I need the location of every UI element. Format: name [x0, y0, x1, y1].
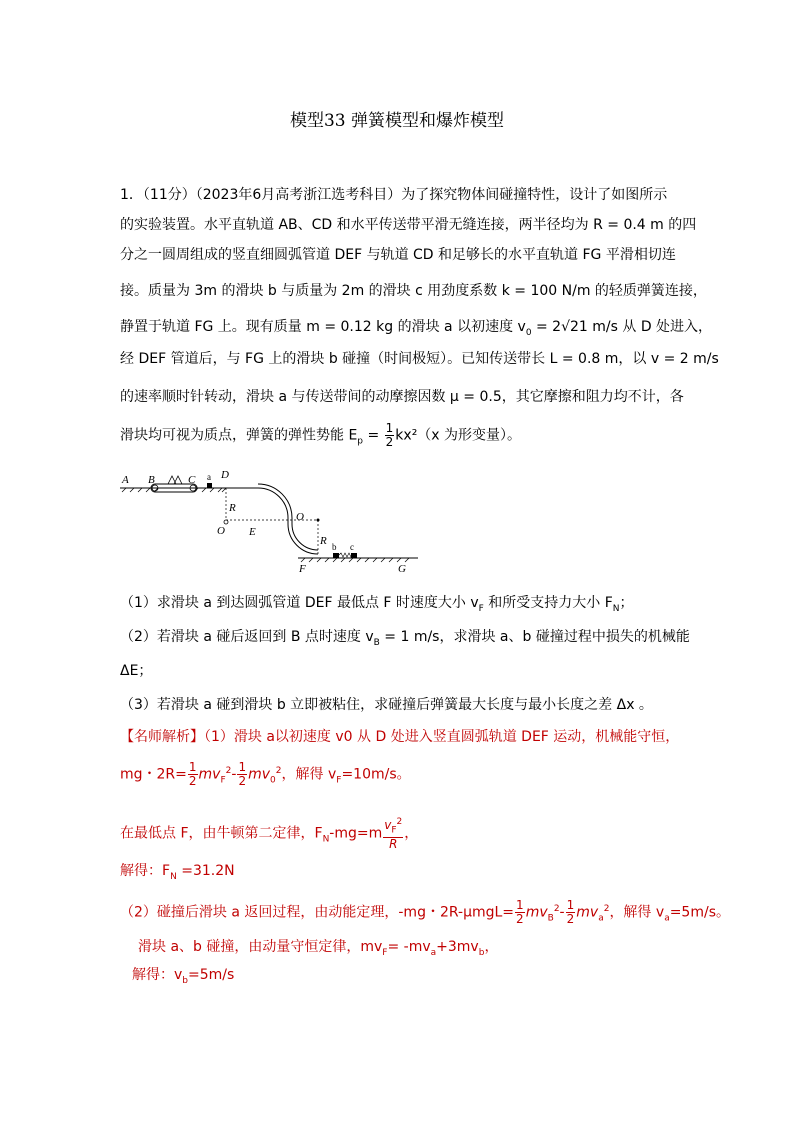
fraction-half: $\frac{1}{2}$ — [385, 421, 394, 449]
problem-line-2: 的实验装置。水平直轨道 AB、CD 和水平传送带平滑无缝连接，两半径均为 R = 0.4 m 的四 — [120, 217, 697, 233]
label-E: E — [249, 526, 256, 538]
block-c — [351, 553, 357, 558]
page-title: 模型33 弹簧模型和爆炸模型 — [289, 111, 505, 131]
problem-line-4: 接。质量为 3m 的滑块 b 与质量为 2m 的滑块 c 用劲度系数 k = 100 N/m 的轻质弹簧连接， — [120, 283, 707, 299]
solution-line-2: mg・2R= $\frac{1}{2}$ $mv_F^2-$ $\frac{1}{2}$ $mv_0^2$，解得 $v_F=10m/s$。 — [120, 760, 411, 789]
problem-line-3: 分之一圆周组成的竖直细圆弧管道 DEF 与轨道 CD 和足够长的水平直轨道 FG 平滑相切连 — [120, 247, 676, 263]
problem-line-5: 静置于轨道 FG 上。现有质量 m = 0.12 kg 的滑块 a 以初速度 $v_0 = 2√21$ m/s 从 D 处进入， — [120, 319, 713, 338]
label-F: F — [299, 563, 306, 575]
solution-line-5: （2）碰撞后滑块 a 返回过程，由动能定理，-mg・2R-μmgL= $\frac{1}{2}$ $mv_B^2-$ $\frac{1}{2}$ $mv_a^2$，解得 $v_a=5m/s$。 — [120, 898, 730, 927]
solution-heading: 【名师解析】 — [120, 729, 204, 745]
label-G: G — [398, 563, 406, 575]
block-b — [333, 553, 339, 558]
solution-line-3: 在最低点 F，由牛顿第二定律，$F_N-mg=m$ $\frac{v_F^2}{R}$ ， — [120, 817, 419, 852]
problem-line-7: 的速率顺时针转动，滑块 a 与传送带间的动摩擦因数 μ = 0.5，其它摩擦和阻力均不计，各 — [120, 389, 684, 405]
problem-line-6: 经 DEF 管道后，与 FG 上的滑块 b 碰撞（时间极短）。已知传送带长 L = 0.8 m，以 v = 2 m/s — [120, 351, 719, 367]
label-O2: O — [296, 511, 304, 523]
question-2-cont: ΔE； — [120, 663, 153, 679]
question-2: （2）若滑块 a 碰后返回到 B 点时速度 $v_B = 1$ m/s，求滑块 a、b 碰撞过程中损失的机械能 — [120, 629, 690, 648]
label-D: D — [221, 469, 229, 481]
block-a — [207, 483, 212, 488]
question-1: （1）求滑块 a 到达圆弧管道 DEF 最低点 F 时速度大小 $v_F$ 和所受支持力大小 $F_N$； — [120, 595, 634, 614]
label-R1: R — [229, 502, 236, 514]
solution-line-1: 【名师解析】（1）滑块 a以初速度 v0 从 D 处进入竖直圆弧轨道 DEF 运动，机械能守恒， — [120, 729, 680, 745]
problem-line-1: 1．（11分）（2023年6月高考浙江选考科目）为了探究物体间碰撞特性，设计了如图所示 — [120, 187, 668, 203]
label-C: C — [188, 474, 196, 486]
problem-line-8: 滑块均可视为质点，弹簧的弹性势能 $E_p$ = $\frac{1}{2}$ kx²（x 为形变量）。 — [120, 421, 522, 449]
spring — [339, 553, 353, 557]
label-R2: R — [320, 535, 327, 547]
question-3: （3）若滑块 a 碰到滑块 b 立即被粘住，求碰撞后弹簧最大长度与最小长度之差 Δx 。 — [120, 697, 653, 713]
apparatus-diagram — [118, 462, 418, 584]
label-a: a — [207, 472, 211, 482]
label-B: B — [148, 474, 155, 486]
label-A: A — [122, 474, 129, 486]
solution-line-7: 解得：$v_b=5m/s$ — [132, 967, 235, 986]
label-b: b — [332, 542, 337, 552]
solution-line-6: 滑块 a、b 碰撞，由动量守恒定律，$mv_F= -mv_a+3mv_b$， — [138, 939, 499, 958]
label-O1: O — [217, 525, 225, 537]
label-c: c — [350, 542, 354, 552]
solution-line-4: 解得：$F_N =31.2N$ — [120, 863, 235, 882]
